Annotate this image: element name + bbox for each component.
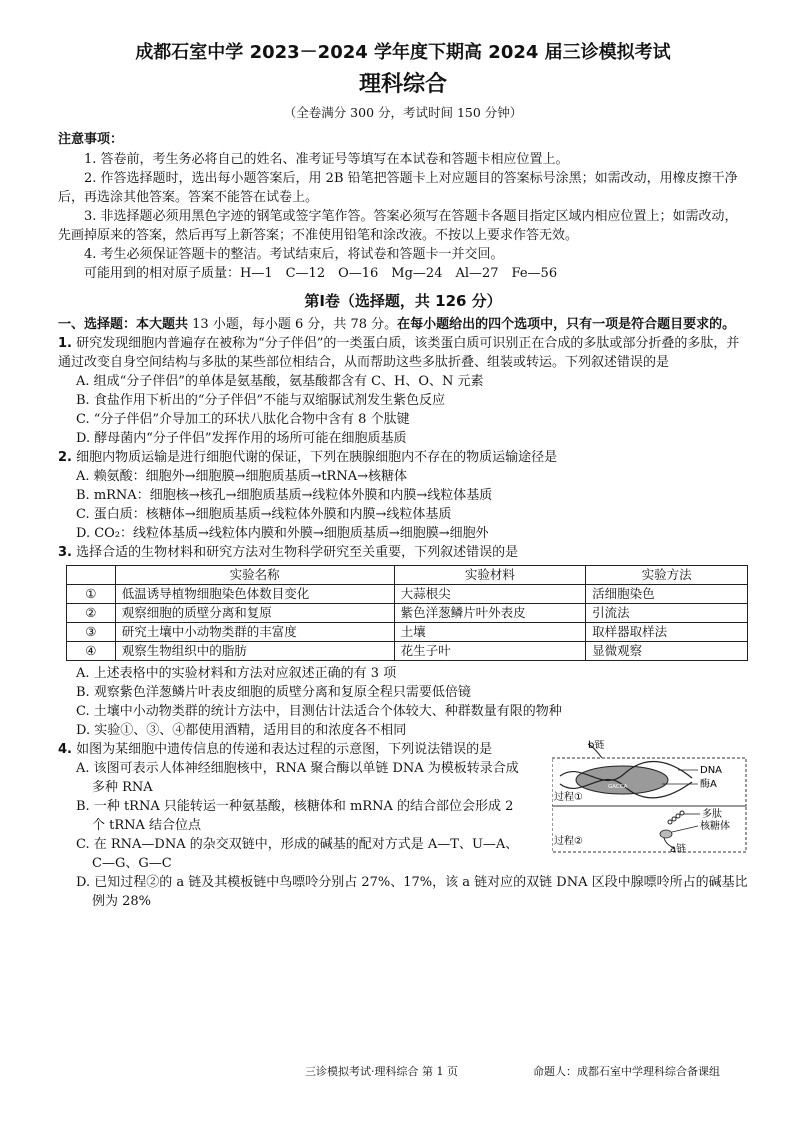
instruction-bold: 一、选择题：本大题共 <box>58 317 189 332</box>
exam-subject: 理科综合 <box>358 72 447 97</box>
table-cell: ① <box>67 585 116 604</box>
question-2-number: 2. <box>58 450 72 465</box>
question-3 <box>58 543 748 562</box>
peptide-bead-1 <box>668 820 672 824</box>
part1-title: 第Ⅰ卷（选择题，共 126 分） <box>304 292 502 310</box>
table-header-row <box>67 566 748 585</box>
label-process-2: 过程② <box>554 836 583 847</box>
notice-heading: 注意事项： <box>58 132 124 147</box>
table-cell: ② <box>67 604 116 623</box>
notice-item-2: 2. 作答选择题时，选出每小题答案后，用 2B 铅笔把答题卡上对应题目的答案标号涂黑；如需改动，用橡皮擦干净后，再选涂其他答案。答案不能答在试卷上。 <box>58 171 738 205</box>
q1-option-d: D. 酵母菌内“分子伴侣”发挥作用的场所可能在细胞质基质 <box>76 431 407 446</box>
q2-option-b: B. mRNA：细胞核→核孔→细胞质基质→线粒体外膜和内膜→线粒体基质 <box>76 488 493 503</box>
notice-item-3: 3. 非选择题必须用黑色字迹的钢笔或签字笔作答。答案必须写在答题卡各题目指定区域内相应位置上；如需改动，先画掉原来的答案，然后再写上新答案；不准使用铅笔和涂改液。不按以上要求作答无效。 <box>58 209 738 243</box>
peptide-bead-2 <box>672 817 676 821</box>
table-cell: 引流法 <box>586 604 748 623</box>
peptide-bead-4 <box>680 811 684 815</box>
q1-option-b: B. 食盐作用下析出的“分子伴侣”不能与双缩脲试剂发生紫色反应 <box>76 393 446 408</box>
table-cell: 取样器取样法 <box>586 623 748 642</box>
table-cell: 土壤 <box>394 623 586 642</box>
exam-note: （全卷满分 300 分，考试时间 150 分钟） <box>283 105 523 120</box>
label-peptide: 多肽 <box>702 809 722 820</box>
label-ribosome: 核糖体 <box>700 821 730 832</box>
question-1-stem: 研究发现细胞内普遍存在被称为“分子伴侣”的一类蛋白质，该类蛋白质可识别正在合成的多肽或部分折叠的多肽，并通过改变自身空间结构与多肽的某些部位相结合，从而帮助这些多肽折叠、组装或转运。下列叙述错误的是 <box>58 336 740 370</box>
ribosome-shape <box>660 830 672 838</box>
experiment-table <box>66 565 748 661</box>
q4-option-c: C. 在 RNA—DNA 的杂交双链中，形成的碱基的配对方式是 A—T、U—A、C—G、G—C <box>76 837 519 871</box>
table-cell: 大蒜根尖 <box>394 585 586 604</box>
label-sequence: GACCA <box>608 784 628 790</box>
table-row <box>67 585 748 604</box>
question-2 <box>58 448 748 467</box>
question-3-number: 3. <box>58 545 72 560</box>
question-1-number: 1. <box>58 336 72 351</box>
table-header-method: 实验方法 <box>586 566 748 585</box>
table-cell: ④ <box>67 642 116 661</box>
gene-expression-diagram <box>552 740 748 854</box>
question-4-block <box>58 740 748 911</box>
table-row <box>67 604 748 623</box>
label-b-chain: b链 <box>588 740 605 751</box>
question-4-stem: 如图为某细胞中遗传信息的传递和表达过程的示意图，下列说法错误的是 <box>76 742 493 757</box>
question-4 <box>58 740 528 759</box>
table-cell: 活细胞染色 <box>586 585 748 604</box>
part1-instruction <box>58 315 748 334</box>
exam-page <box>58 40 748 911</box>
q4-option-a: A. 该图可表示人体神经细胞核中，RNA 聚合酶以单链 DNA 为模板转录合成多种 RNA <box>76 761 519 795</box>
q3-option-b: B. 观察紫色洋葱鳞片叶表皮细胞的质壁分离和复原全程只需要低倍镜 <box>76 685 471 700</box>
q2-option-c: C. 蛋白质：核糖体→细胞质基质→线粒体外膜和内膜→线粒体基质 <box>76 507 452 522</box>
footer-page: 三诊模拟考试·理科综合 第 1 页 <box>305 1065 458 1078</box>
question-1 <box>58 334 748 372</box>
instruction-bold-2: 在每小题给出的四个选项中，只有一项是符合题目要求的。 <box>397 317 736 332</box>
table-cell: ③ <box>67 623 116 642</box>
peptide-bead-3 <box>676 814 680 818</box>
q1-option-a: A. 组成“分子伴侣”的单体是氨基酸，氨基酸都含有 C、H、O、N 元素 <box>76 374 484 389</box>
q3-option-c: C. 土壤中小动物类群的统计方法中，目测估计法适合个体较大、种群数量有限的物种 <box>76 704 562 719</box>
exam-title: 成都石室中学 2023－2024 学年度下期高 2024 届三诊模拟考试 <box>135 42 671 63</box>
table-cell: 观察细胞的质壁分离和复原 <box>115 604 394 623</box>
question-4-number: 4. <box>58 742 72 757</box>
notice-item-1: 1. 答卷前，考生务必将自己的姓名、准考证号等填写在本试卷和答题卡相应位置上。 <box>84 152 569 167</box>
table-cell: 紫色洋葱鳞片叶外表皮 <box>394 604 586 623</box>
notice-item-4: 4. 考生必须保证答题卡的整洁。考试结束后，将试卷和答题卡一并交回。 <box>84 247 504 262</box>
table-header-index <box>67 566 116 585</box>
q2-option-a: A. 赖氨酸：细胞外→细胞膜→细胞质基质→tRNA→核糖体 <box>76 469 407 484</box>
table-row <box>67 623 748 642</box>
q1-option-c: C. “分子伴侣”介导加工的环状八肽化合物中含有 8 个肽键 <box>76 412 410 427</box>
table-header-name: 实验名称 <box>115 566 394 585</box>
question-2-stem: 细胞内物质运输是进行细胞代谢的保证，下列在胰腺细胞内不存在的物质运输途径是 <box>76 450 558 465</box>
label-process-1: 过程① <box>554 792 583 803</box>
table-cell: 花生子叶 <box>394 642 586 661</box>
footer-author: 命题人：成都石室中学理科综合备课组 <box>533 1065 720 1078</box>
label-enzyme-a: 酶A <box>700 779 717 790</box>
label-a-chain: a链 <box>670 844 687 854</box>
q2-option-d: D. CO₂：线粒体基质→线粒体内膜和外膜→细胞质基质→细胞膜→细胞外 <box>76 526 489 541</box>
table-cell: 观察生物组织中的脂肪 <box>115 642 394 661</box>
q3-option-a: A. 上述表格中的实验材料和方法对应叙述正确的有 3 项 <box>76 666 397 681</box>
q3-option-d: D. 实验①、③、④都使用酒精，适用目的和浓度各不相同 <box>76 723 407 738</box>
table-cell: 低温诱导植物细胞染色体数目变化 <box>115 585 394 604</box>
q4-option-b: B. 一种 tRNA 只能转运一种氨基酸，核糖体和 mRNA 的结合部位会形成 2 个 tRNA 结合位点 <box>76 799 514 833</box>
table-cell: 显微观察 <box>586 642 748 661</box>
question-3-stem: 选择合适的生物材料和研究方法对生物科学研究至关重要，下列叙述错误的是 <box>76 545 519 560</box>
ribosome-pointer <box>672 826 698 832</box>
atomic-mass-line: 可能用到的相对原子质量：H—1 C—12 O—16 Mg—24 Al—27 Fe—56 <box>84 266 558 281</box>
table-header-material: 实验材料 <box>394 566 586 585</box>
label-dna: DNA <box>700 765 723 776</box>
instruction-rest: 13 小题，每小题 6 分，共 78 分。 <box>188 317 398 332</box>
q4-option-d: D. 已知过程②的 a 链及其模板链中鸟嘌呤分别占 27%、17%，该 a 链对应的双链 DNA 区段中腺嘌呤所占的碱基比例为 28% <box>76 875 748 909</box>
table-cell: 研究土壤中小动物类群的丰富度 <box>115 623 394 642</box>
table-row <box>67 642 748 661</box>
